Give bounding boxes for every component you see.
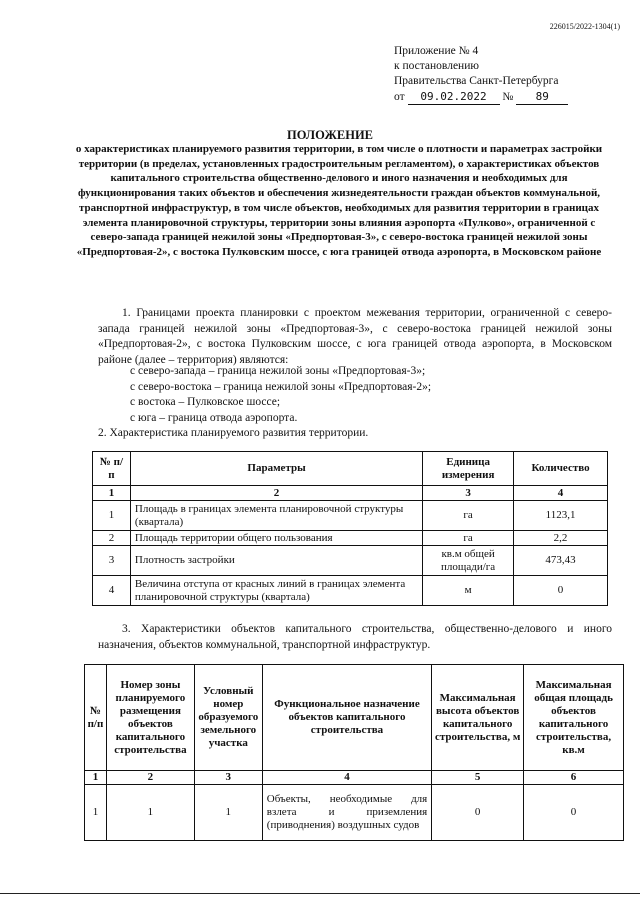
section-1-paragraph: 1. Границами проекта планировки с проектом межевания территории, ограниченной с северо-запада границей нежилой зоны «Предпортовая-3», с северо-востока границей нежилой зоны «Предпортовая-2», с востока Пулковским шоссе, с юга границей отвода аэропорта, в Московском районе (далее – территория) являются: xyxy=(98,307,612,366)
max-height: 0 xyxy=(432,785,524,841)
document-number: 226015/2022-1304(1) xyxy=(549,22,620,31)
appendix-line-1: Приложение № 4 xyxy=(394,45,479,57)
parameter-name: Площадь территории общего пользования xyxy=(130,531,422,546)
column-number: 4 xyxy=(262,771,431,785)
zone-number: 1 xyxy=(106,785,194,841)
list-item: с востока – Пулковское шоссе; xyxy=(130,396,281,408)
table-header-cell: № п/п xyxy=(93,452,131,486)
column-number: 5 xyxy=(432,771,524,785)
table-header-cell: Параметры xyxy=(130,452,422,486)
parameter-name: Плотность застройки xyxy=(130,546,422,576)
plot-number: 1 xyxy=(194,785,262,841)
table-header-cell: Максимальная общая площадь объектов капитального строительства, кв.м xyxy=(524,665,624,771)
row-number: 4 xyxy=(93,576,131,606)
parameter-unit: га xyxy=(423,531,514,546)
table-header-row xyxy=(85,665,624,771)
column-number: 1 xyxy=(85,771,107,785)
section-1-text xyxy=(98,306,612,368)
table-header-cell: Функциональное назначение объектов капитального строительства xyxy=(262,665,431,771)
table-header-cell: Количество xyxy=(514,452,608,486)
table-header-cell: № п/п xyxy=(85,665,107,771)
number-prefix: № xyxy=(502,91,514,103)
appendix-date-line xyxy=(394,89,568,105)
column-number: 3 xyxy=(423,486,514,501)
boundary-list xyxy=(130,364,431,426)
from-prefix: от xyxy=(394,91,405,103)
appendix-line-2: к постановлению xyxy=(394,60,479,72)
list-item: с юга – граница отвода аэропорта. xyxy=(130,411,298,424)
section-3-heading xyxy=(98,622,612,653)
page-subtitle: о характеристиках планируемого развития территории, в том числе о плотности и параметрах застройки территории (в пределах, установленных градостроительным регламентом), о характеристиках объектов капитального строительства общественно-делового и иного назначения и необходимых для функционирования таких объектов и обеспечения жизнедеятельности граждан объектов коммунальной, транспортной инфраструктур, в том числе объектов, необходимых для развития территории в границах элемента планировочной структуры, территории зоны влияния аэропорта «Пулково», ограниченной с северо-запада границей нежилой зоны «Предпортовая-3», с северо-востока границей нежилой зоны «Предпортовая-2», с востока Пулковским шоссе, с юга границей отвода аэропорта, в Московском районе xyxy=(75,143,603,258)
column-number: 1 xyxy=(93,486,131,501)
object-purpose: Объекты, необходимые для взлета и приземления (приводнения) воздушных судов xyxy=(262,785,431,841)
table-number-row xyxy=(85,771,624,785)
appendix-line-3: Правительства Санкт-Петербурга xyxy=(394,75,559,87)
row-number: 3 xyxy=(93,546,131,576)
decree-number: 89 xyxy=(516,89,568,105)
section-3-heading-text: 3. Характеристики объектов капитального строительства, общественно-делового и иного назначения, объектов коммунальной, транспортной инфраструктур. xyxy=(98,623,612,651)
column-number: 3 xyxy=(194,771,262,785)
table-row xyxy=(93,546,608,576)
page-title: ПОЛОЖЕНИЕ xyxy=(286,128,374,142)
parameter-value: 2,2 xyxy=(514,531,608,546)
column-number: 4 xyxy=(514,486,608,501)
table-row xyxy=(93,531,608,546)
table-row xyxy=(93,501,608,531)
parameter-name: Площадь в границах элемента планировочной структуры (квартала) xyxy=(130,501,422,531)
column-number: 6 xyxy=(524,771,624,785)
parameter-unit: м xyxy=(423,576,514,606)
objects-table xyxy=(84,664,624,841)
column-number: 2 xyxy=(106,771,194,785)
parameter-unit: га xyxy=(423,501,514,531)
section-2-heading: 2. Характеристика планируемого развития территории. xyxy=(98,427,369,439)
table-header-cell: Единица измерения xyxy=(423,452,514,486)
parameter-value: 473,43 xyxy=(514,546,608,576)
list-item: с северо-запада – граница нежилой зоны «Предпортовая-3»; xyxy=(130,365,426,377)
parameter-unit: кв.м общей площади/га xyxy=(423,546,514,576)
list-item: с северо-востока – граница нежилой зоны «Предпортовая-2»; xyxy=(130,380,432,393)
table-row xyxy=(85,785,624,841)
appendix-block xyxy=(394,44,568,105)
row-number: 1 xyxy=(85,785,107,841)
table-header-row xyxy=(93,452,608,486)
parameter-value: 1123,1 xyxy=(514,501,608,531)
parameter-name: Величина отступа от красных линий в границах элемента планировочной структуры (квартала) xyxy=(130,576,422,606)
parameters-table xyxy=(92,451,608,606)
table-number-row xyxy=(93,486,608,501)
row-number: 2 xyxy=(93,531,131,546)
table-header-cell: Максимальная высота объектов капитального строительства, м xyxy=(432,665,524,771)
decree-date: 09.02.2022 xyxy=(408,89,500,105)
page-bottom-divider xyxy=(0,893,640,894)
table-header-cell: Условный номер образуемого земельного участка xyxy=(194,665,262,771)
table-row xyxy=(93,576,608,606)
max-area: 0 xyxy=(524,785,624,841)
row-number: 1 xyxy=(93,501,131,531)
parameter-value: 0 xyxy=(514,576,608,606)
column-number: 2 xyxy=(130,486,422,501)
table-header-cell: Номер зоны планируемого размещения объектов капитального строительства xyxy=(106,665,194,771)
